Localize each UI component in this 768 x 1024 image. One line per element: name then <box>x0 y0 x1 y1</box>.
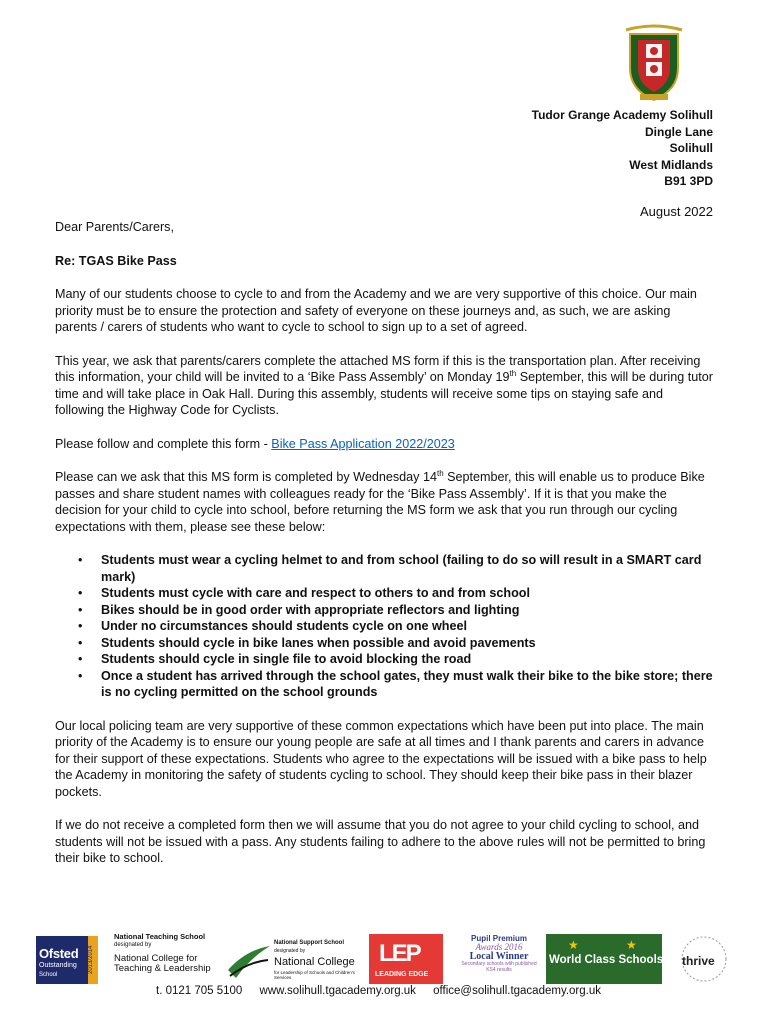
list-item <box>78 668 715 701</box>
thrive-label: thrive <box>682 954 715 968</box>
address-line: Dingle Lane <box>644 124 713 139</box>
contact-details <box>156 985 615 997</box>
address-line: Tudor Grange Academy Solihull <box>531 108 713 122</box>
text-span: Please follow and complete this form - <box>55 436 272 451</box>
letter-body <box>55 219 715 884</box>
nts-designated: designated by <box>114 942 152 948</box>
rule-text: Bikes should be in good order with appropriate reflectors and lighting <box>101 602 520 617</box>
bullet-icon: • <box>78 619 83 633</box>
rule-text: Students should cycle in single file to avoid blocking the road <box>101 652 472 666</box>
school-address <box>532 107 713 190</box>
thrive-logo <box>676 934 732 984</box>
school-crest-icon <box>622 24 686 104</box>
world-class-schools-label: World Class Schools <box>549 954 664 966</box>
svg-text:★: ★ <box>626 938 637 952</box>
swoosh-icon <box>226 940 272 980</box>
leading-edge-logo <box>369 934 443 984</box>
paragraph-consequences: If we do not receive a completed form then we will assume that you do not agree to your child cycling to school, and students will not be issued with a pass. Any students failing to adhere to the above rules will not be permitted to bring their bike to school. <box>55 818 706 865</box>
ofsted-grade: Outstanding <box>39 962 77 969</box>
nss-title: National Support School <box>274 940 344 946</box>
salutation: Dear Parents/Carers, <box>55 220 174 234</box>
address-line: Solihull <box>669 141 713 155</box>
pupil-premium-category: Secondary schools with published KS4 results <box>461 961 537 973</box>
ofsted-title: Ofsted <box>39 946 79 961</box>
svg-text:★: ★ <box>568 938 579 952</box>
list-item <box>78 585 715 602</box>
bike-pass-application-link[interactable]: Bike Pass Application 2022/2023 <box>271 436 455 451</box>
stars-icon <box>566 936 642 952</box>
pupil-premium-awards: Awards 2016 <box>475 942 523 952</box>
bullet-icon: • <box>78 586 83 600</box>
world-class-schools-logo <box>546 934 662 984</box>
national-support-school-logo <box>226 934 356 984</box>
list-item <box>78 552 715 585</box>
list-item <box>78 618 715 635</box>
nts-college: National College for Teaching & Leadership <box>114 953 211 974</box>
accreditation-logos <box>36 930 736 986</box>
address-line: West Midlands <box>629 157 713 172</box>
ordinal-suffix: th <box>509 368 517 378</box>
leading-edge-mark: LEP <box>379 940 420 967</box>
text-span: Please can we ask that this MS form is completed by Wednesday 14 <box>55 470 437 484</box>
ofsted-years: 2013/2014 <box>88 936 98 984</box>
text-span: This year, we ask that parents/carers complete the attached MS form if this is the transportation plan. After receiving this information, your child will be invited to a ‘Bike Pass Assembly’ on Monday 19 <box>55 353 701 384</box>
paragraph-form-link <box>55 436 715 453</box>
ofsted-logo <box>36 936 98 984</box>
nts-title: National Teaching School <box>114 932 206 941</box>
rule-text: Students must wear a cycling helmet to and from school (failing to do so will result in a SMART card mark) <box>101 553 702 584</box>
bullet-icon: • <box>78 602 83 617</box>
rule-text: Under no circumstances should students cycle on one wheel <box>101 619 468 633</box>
pupil-premium-title: Pupil Premium <box>470 934 527 943</box>
nss-designated: designated by <box>274 948 306 954</box>
ofsted-type: School <box>39 972 58 978</box>
letter-date: August 2022 <box>639 204 713 219</box>
bullet-icon: • <box>78 635 83 650</box>
cycling-rules-list <box>55 552 715 701</box>
website-link[interactable]: www.solihull.tgacademy.org.uk <box>259 985 416 997</box>
nss-college: National College <box>274 956 355 968</box>
phone-number: t. 0121 705 5100 <box>156 985 243 997</box>
email-link[interactable]: office@solihull.tgacademy.org.uk <box>433 985 602 997</box>
list-item <box>78 651 715 668</box>
bullet-icon: • <box>78 652 83 666</box>
list-item <box>78 602 715 619</box>
national-teaching-school-logo <box>114 932 224 984</box>
text-span: September, this will be during tutor time and will take place in Oak Hall. During this assembly, students will receive some tips on staying safe and following the Highway Code for Cyclists. <box>55 370 713 417</box>
rule-text: Students must cycle with care and respect to others to and from school <box>101 586 530 600</box>
nss-subtitle: for Leadership of Schools and Children's Services <box>274 970 355 980</box>
paragraph-assembly <box>55 353 715 419</box>
list-item <box>78 635 715 652</box>
paragraph-policing: Our local policing team are very supportive of these common expectations which have been put into place. The main priority of the Academy is to ensure our young people are safe at all times and I thank parents and carers in advance for their support of these expectations. Students who agree to the expectations will be issued with a bike pass to help the Academy in monitoring the safety of students cycling to school. They should keep their bike pass in their blazer pockets. <box>55 718 707 799</box>
leading-edge-label: LEADING EDGE <box>375 971 429 978</box>
pupil-premium-awards-logo <box>460 934 538 984</box>
rule-text: Students should cycle in bike lanes when possible and avoid pavements <box>101 635 536 650</box>
rule-text: Once a student has arrived through the school gates, they must walk their bike to the bike store; there is no cycling permitted on the school grounds <box>101 668 713 699</box>
subject-line: Re: TGAS Bike Pass <box>55 253 177 268</box>
paragraph-intro: Many of our students choose to cycle to and from the Academy and we are very supportive of this choice. Our main priority must be to ensure the protection and safety of everyone on these journeys and, as such, we are asking parents / carers of students who want to cycle to school to sign up to a set of agreed. <box>55 287 697 334</box>
paragraph-deadline <box>55 469 715 535</box>
bullet-icon: • <box>78 553 83 567</box>
pupil-premium-winner: Local Winner <box>469 951 529 962</box>
text-span: September, this will enable us to produce Bike passes and share student names with colleagues ready for the ‘Bike Pass Assembly’. If it is that you make the decision for your child to cycle into school, before returning the MS form we ask that you run through our cycling expectations with them, please see these below: <box>55 470 705 534</box>
address-line: B91 3PD <box>664 174 713 188</box>
ordinal-suffix: th <box>436 468 444 478</box>
bullet-icon: • <box>78 668 83 683</box>
